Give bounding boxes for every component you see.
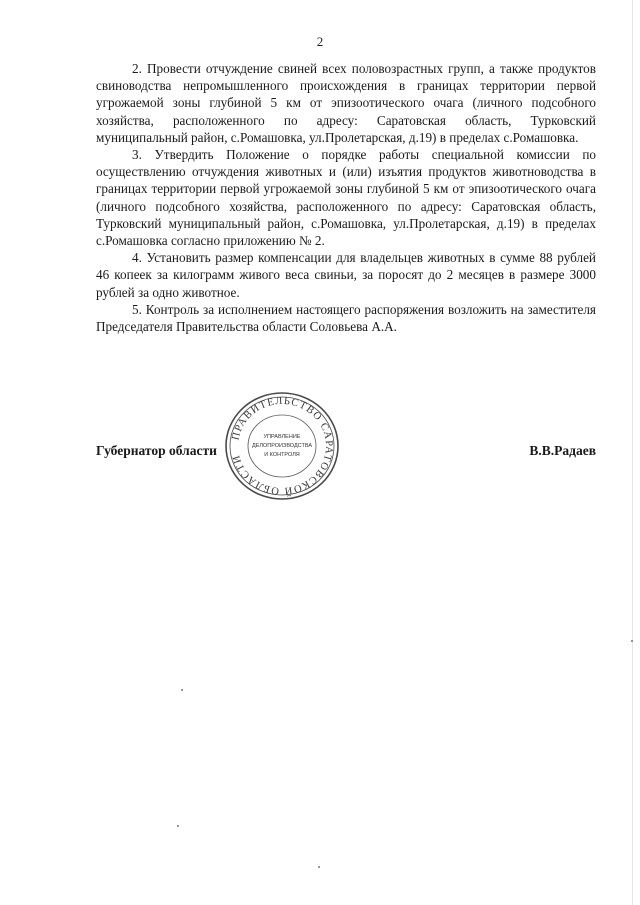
signature-name: В.В.Радаев [529, 443, 596, 458]
seal-inner-line-1: УПРАВЛЕНИЕ [263, 434, 301, 440]
paragraph-4: 4. Установить размер компенсации для владельцев животных в сумме 88 рублей 46 копеек за килограмм живого веса свиньи, за поросят до 2 месяцев в размере 3000 рублей за одно животное. [96, 250, 596, 300]
paragraph-3: 3. Утвердить Положение о порядке работы специальной комиссии по осуществлению отчуждения животных и (или) изъятия продуктов животноводства в границах территории первой угрожаемой зоны глубиной 5 км от эпизоотического очага (личного подсобного хозяйства, расположенного по адресу: Саратовская область, Турковский муниципальный район, с.Ромашовка, ул.Пролетарская, д.19) в пределах с.Ромашовка согласно приложению № 2. [96, 147, 596, 249]
scan-speck [181, 689, 183, 691]
official-seal [222, 390, 342, 502]
seal-outer-text: ПРАВИТЕЛЬСТВО САРАТОВСКОЙ ОБЛАСТИ [230, 395, 335, 497]
scan-speck [177, 825, 179, 827]
seal-inner-line-3: И КОНТРОЛЯ [264, 452, 300, 458]
seal-inner-line-2: ДЕЛОПРОИЗВОДСТВА [251, 443, 313, 449]
page-edge [632, 0, 633, 905]
paragraph-2: 2. Провести отчуждение свиней всех половозрастных групп, а также продуктов свиноводства непромышленного происхождения в границах территории первой угрожаемой зоны глубиной 5 км от эпизоотического очага (личного подсобного хозяйства, расположенного по адресу: Саратовская область, Турковский муниципальный район, с.Ромашовка, ул.Пролетарская, д.19) в пределах с.Ромашовка. [96, 61, 596, 145]
page-number: 2 [316, 34, 324, 49]
document-body [96, 60, 596, 335]
scan-speck [318, 866, 320, 868]
paragraph-5: 5. Контроль за исполнением настоящего распоряжения возложить на заместителя Председателя Правительства области Соловьева А.А. [96, 301, 596, 335]
signature-title: Губернатор области [96, 443, 217, 458]
scan-speck [631, 640, 633, 642]
